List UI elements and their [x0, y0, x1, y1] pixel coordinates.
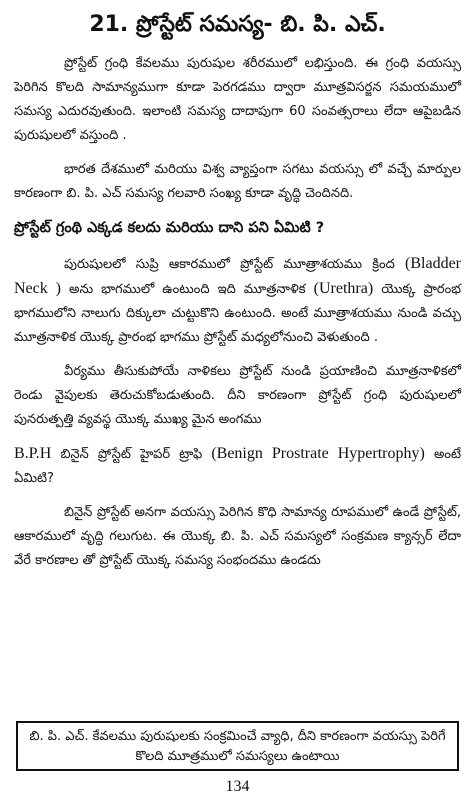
section-heading: ప్రోస్టేట్ గ్రంథి ఎక్కడ కలదు మరియు దాని పని ఏమిటి ? [14, 220, 325, 236]
paragraph-bph-question [14, 442, 461, 491]
bph-question-suffix: అంటే ఏమిటి? [14, 447, 461, 486]
paragraph-location-text-3: యొక్క ప్రారంభ భాగములోని నాలుగు దిక్కులా చుట్టుకొని ఉంటుంది. అంటే మూత్రాశయము నుండి వచ్చు మూత్రనాళిక యొక్క ప్రారంభ భాగము ప్రోస్టేట్ మధ్యలోనుంచి వెళుతుంది . [14, 282, 461, 345]
paragraph-intro: ప్రోస్టేట్ గ్రంధి కేవలము పురుషుల శరీరములో లభిస్తుంది. ఈ గ్రంధి వయస్సు పెరిగిన కొలది సామాన్యముగా కూడా పెరగడము ద్వారా మూత్రవిసర్జన సమయములో సమస్య ఎదురవుతుంది. ఇలాంటి సమస్య దాదాపుగా 60 సంవత్సరాలు లేదా ఆపైబడిన పురుషులలో వస్తుంది . [14, 56, 461, 143]
paragraph-bph-definition: బినైన్ ప్రోస్టేట్ అనగా వయస్సు పెరిగిన కొధి సామాన్య రూపములో ఉండే ప్రోస్టేట్, ఆకారములో వృద్ధి గలుగుట. ఈ యొక్క బి. పి. ఎచ్ సమస్యలో సంక్రమణ క్యాన్సర్ లేదా వేరే కారణాల తో ప్రోస్టేట్ యొక్క సమస్య సంభందము ఉండదు [14, 505, 461, 568]
bph-abbreviation: B.P.H [14, 445, 52, 462]
paragraph-location-text-1: పురుషులలో సుప్రి ఆకారములో ప్రోస్టేట్ మూత్రాశయము క్రింద [64, 257, 395, 272]
chapter-title: 21. ప్రోస్టేట్ సమస్య- బి. పి. ఎచ్. [89, 12, 386, 37]
bladder-neck-term: (Bladder Neck ) [14, 255, 461, 297]
bph-telugu-term: బినైన్ ప్రోస్టేట్ హైపర్ ట్రాఫి [60, 447, 203, 462]
paragraph-reproductive: వీర్యము తీసుకుపోయే నాళికలు ప్రోస్టేట్ నుండి ప్రయాణించి మూత్రనాళికలో రెండు వైపులకు తెరుచుకోబడుతుంది. దీని కారణంగా ప్రోస్టేట్ గ్రంధి పురుషులలో పునరుత్పత్తి వ్యవస్థ యొక్క ముఖ్య మైన అంగము [14, 364, 461, 427]
urethra-term: (Urethra) [313, 280, 374, 297]
paragraph-india-statistics: భారత దేశములో మరియు విశ్వ వ్యాప్తంగా సగటు వయస్సు లో వచ్చే మార్పుల కారణంగా బి. పి. ఎచ్ సమస్య గలవారి సంఖ్య కూడా వృద్ధి చెందినది. [14, 162, 461, 201]
bph-english-term: (Benign Prostrate Hypertrophy) [211, 445, 425, 462]
paragraph-location-text-2: అను భాగములో ఉంటుంది ఇది మూత్రనాళిక [69, 282, 306, 297]
page-number: 134 [225, 778, 250, 795]
summary-note-box: బి. పి. ఎచ్. కేవలము పురుషులకు సంక్రమించే వ్యాధి, దీని కారణంగా వయస్సు పెరిగే కొలది మూత్రములో సమస్యలు ఉంటాయి [16, 721, 459, 771]
paragraph-location [14, 252, 461, 350]
